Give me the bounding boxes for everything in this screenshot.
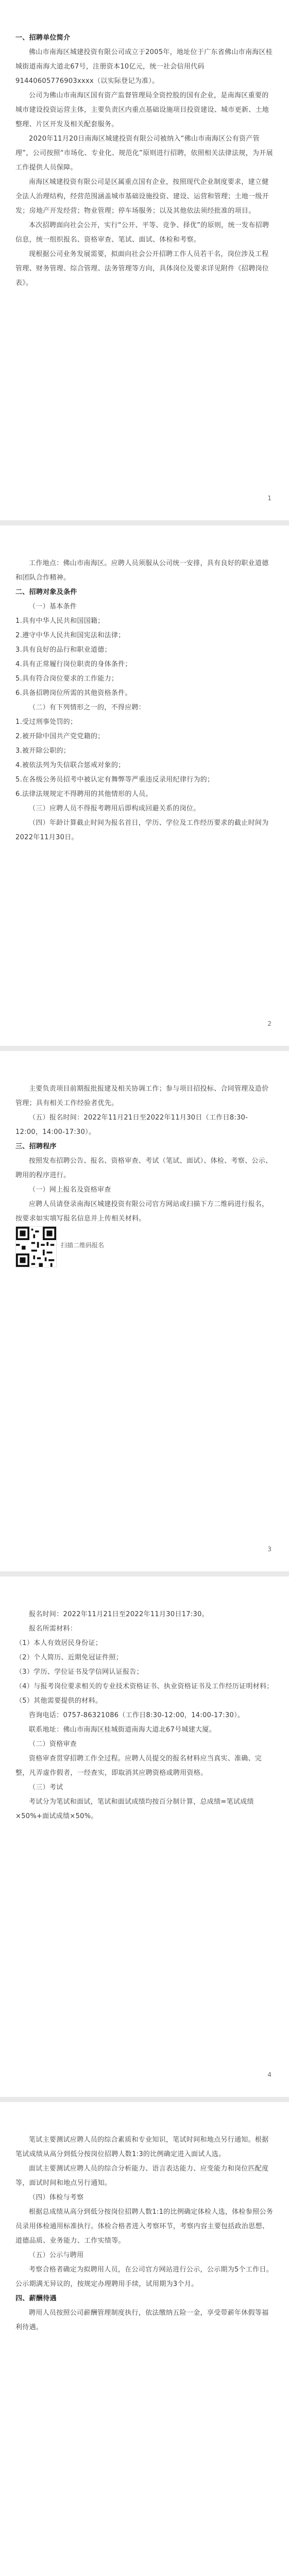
paragraph: 本次招聘面向社会公开，实行“公开、平等、竞争、择优”的原则，统一发布招聘信息，统一组织报名、资格审查、笔试、面试、体检和考察。 (15, 222, 269, 244)
paragraph: 现根据公司业务发展需要，拟面向社会公开招聘工作人员若干名，岗位涉及工程管理、财务管理、综合管理、法务管理等方向，具体岗位及要求详见附件《招聘岗位表》。 (15, 250, 269, 287)
paragraph: （四）年龄计算截止时间为报名首日，学历、学位及工作经历要求的截止时间为2022年11月30日。 (15, 819, 269, 841)
document-page-3 (0, 1051, 289, 1571)
list-item: 1.具有中华人民共和国国籍； (15, 617, 105, 625)
paragraph: 工作地点：佛山市南海区。应聘人员须服从公司统一安排，具有良好的职业道德和团队合作精神。 (15, 560, 269, 582)
page-number: 2 (267, 1020, 271, 1027)
paragraph: 应聘人员请登录南海区城建投资有限公司官方网站或扫描下方二维码进行报名，按要求如实填写报名信息并上传相关材料。 (15, 1200, 269, 1223)
page-divider (0, 2097, 289, 2102)
paragraph: （三）应聘人员不得报考聘用后即构成回避关系的岗位。 (29, 805, 200, 812)
paragraph: 咨询电话：0757-86321086（工作日8:30-12:00，14:00-17:30）。 (29, 1711, 245, 1719)
document-page-2 (0, 526, 289, 1046)
page-4-content (15, 1607, 274, 1824)
section-heading: 三、招聘程序 (15, 1143, 57, 1150)
paragraph: 2020年11月20日南海区城建投资有限公司被纳入“佛山市南海区公有资产管理”，公司按照“市场化、专业化、规范化”原则进行招聘，依照相关法律法规，为开展工作提供人员保障。 (15, 135, 273, 172)
list-item: 6.具备招聘岗位所需的其他资格条件。 (15, 689, 132, 697)
list-item: （3）学历、学位证书及学信网认证报告； (15, 1668, 143, 1676)
paragraph: 联系地址：佛山市南海区桂城街道南海大道北67号城建大厦。 (29, 1726, 216, 1734)
paragraph: 佛山市南海区城建投资有限公司成立于2005年，地址位于广东省佛山市南海区桂城街道南海大道北67号，注册资本10亿元，统一社会信用代码91440605776903xxxx（以实际登记为准）。 (15, 48, 273, 85)
section-heading: 一、招聘单位简介 (15, 34, 71, 42)
paragraph: 根据总成绩从高分到低分按岗位招聘人数1:1的比例确定体检人选，体检参照公务员录用体检通用标准执行。体检合格者进入考察环节，考察内容主要包括政治思想、道德品质、业务能力、工作实绩等。 (15, 2208, 274, 2245)
list-item: 2.被开除中国共产党党籍的； (15, 733, 105, 740)
list-item: （5）其他需要提供的材料。 (15, 1697, 103, 1705)
paragraph: 报名时间：2022年11月21日至2022年11月30日17:30。 (29, 1611, 209, 1618)
list-item: （4）与报考岗位要求相关的专业技术资格证书、执业资格证书及工作经历证明材料； (15, 1683, 274, 1690)
page-number: 3 (267, 1546, 271, 1553)
paragraph: （三）考试 (29, 1784, 63, 1791)
page-divider (0, 520, 289, 526)
list-item: （1）本人有效居民身份证； (15, 1639, 103, 1647)
paragraph: （四）体检与考察 (29, 2194, 84, 2201)
paragraph: 公司为佛山市南海区国有资产监督管理局全资控股的国有企业，是南海区重要的城市建设投资运营主体，主要负责区内重点基础设施项目投资建设、城市更新、土地整理、片区开发及相关配套服务。 (15, 92, 269, 128)
list-item: 4.被依法列为失信联合惩戒对象的； (15, 761, 125, 769)
list-item: 3.被开除公职的； (15, 747, 71, 755)
paragraph: （二）资格审查 (29, 1740, 77, 1748)
qr-code-icon (16, 1227, 56, 1267)
document-page-4 (0, 1577, 289, 2097)
page-1-content (15, 31, 274, 291)
paragraph: 笔试主要测试应聘人员的综合素质和专业知识，笔试时间和地点另行通知。根据笔试成绩从高分到低分按岗位招聘人数1:3的比例确定进入面试人选。 (15, 2136, 269, 2158)
page-divider (0, 1046, 289, 1051)
page-3-content (15, 1082, 274, 1226)
paragraph: 考察合格者确定为拟聘用人员，在公司官方网站进行公示，公示期为5个工作日。公示期满无异议的，按规定办理聘用手续，试用期为3个月。 (15, 2266, 274, 2288)
list-item: 3.具有良好的品行和职业道德； (15, 646, 111, 654)
list-item: 2.遵守中华人民共和国宪法和法律； (15, 632, 125, 639)
list-item: 5.具有符合岗位要求的工作能力； (15, 675, 118, 683)
paragraph: 按照发布招聘公告、报名、资格审查、考试（笔试、面试）、体检、考察、公示、聘用的程序进行。 (15, 1157, 273, 1179)
page-divider (0, 1571, 289, 1577)
paragraph: （五）公示与聘用 (29, 2251, 84, 2259)
list-item: 6.法律法规规定不得聘用的其他情形的人员。 (15, 790, 152, 798)
paragraph: 考试分为笔试和面试，笔试和面试成绩均按百分制计算，总成绩=笔试成绩×50%+面试成绩×50%。 (15, 1798, 254, 1820)
list-item: （2）个人简历、近期免冠证件照； (15, 1654, 123, 1662)
paragraph: （二）有下列情形之一的，不得应聘： (29, 704, 146, 711)
paragraph: 聘用人员按照公司薪酬管理制度执行，依法缴纳五险一金，享受带薪年休假等福利待遇。 (15, 2309, 269, 2331)
page-2-content (15, 556, 274, 845)
document-page-5 (0, 2102, 289, 2576)
paragraph: （一）基本条件 (29, 603, 77, 611)
page-number: 4 (267, 2071, 271, 2078)
section-heading: 四、薪酬待遇 (15, 2295, 57, 2302)
paragraph: 报名所需材料： (29, 1625, 77, 1633)
qr-caption: 扫描二维码报名 (61, 1242, 105, 1249)
paragraph: 主要负责项目前期报批报建及相关协调工作；参与项目招投标、合同管理及造价管理；具有相关工作经验者优先。 (15, 1085, 269, 1107)
section-heading: 二、招聘对象及条件 (15, 588, 77, 596)
list-item: 4.具有正常履行岗位职责的身体条件； (15, 660, 132, 668)
paragraph: 南海区城建投资有限公司是区属重点国有企业，按照现代企业制度要求，建立健全法人治理结构，经营范围涵盖城市基础设施投资、建设、运营和管理；土地一级开发；房地产开发经营；物业管理；停车场服务；以及其他依法须经批准的项目。 (15, 178, 269, 215)
paragraph: （一）网上报名及资格审查 (29, 1186, 111, 1194)
document-page-1 (0, 0, 289, 520)
page-5-content (15, 2133, 274, 2335)
list-item: 1.受过刑事处罚的； (15, 718, 77, 726)
registration-qr-code[interactable] (15, 1226, 57, 1267)
list-item: 5.在各级公务员招考中被认定有舞弊等严重违反录用纪律行为的； (15, 776, 214, 784)
page-number: 1 (267, 495, 271, 502)
paragraph: 资格审查贯穿招聘工作全过程。应聘人员提交的报名材料应当真实、准确、完整，凡弄虚作假者，一经查实，即取消其应聘资格或聘用资格。 (15, 1755, 262, 1777)
paragraph: （五）报名时间：2022年11月21日至2022年11月30日（工作日8:30-12:00，14:00-17:30）。 (15, 1114, 248, 1136)
paragraph: 面试主要测试应聘人员的综合分析能力、语言表达能力、应变能力和岗位匹配度等，面试时间和地点另行通知。 (15, 2165, 269, 2187)
